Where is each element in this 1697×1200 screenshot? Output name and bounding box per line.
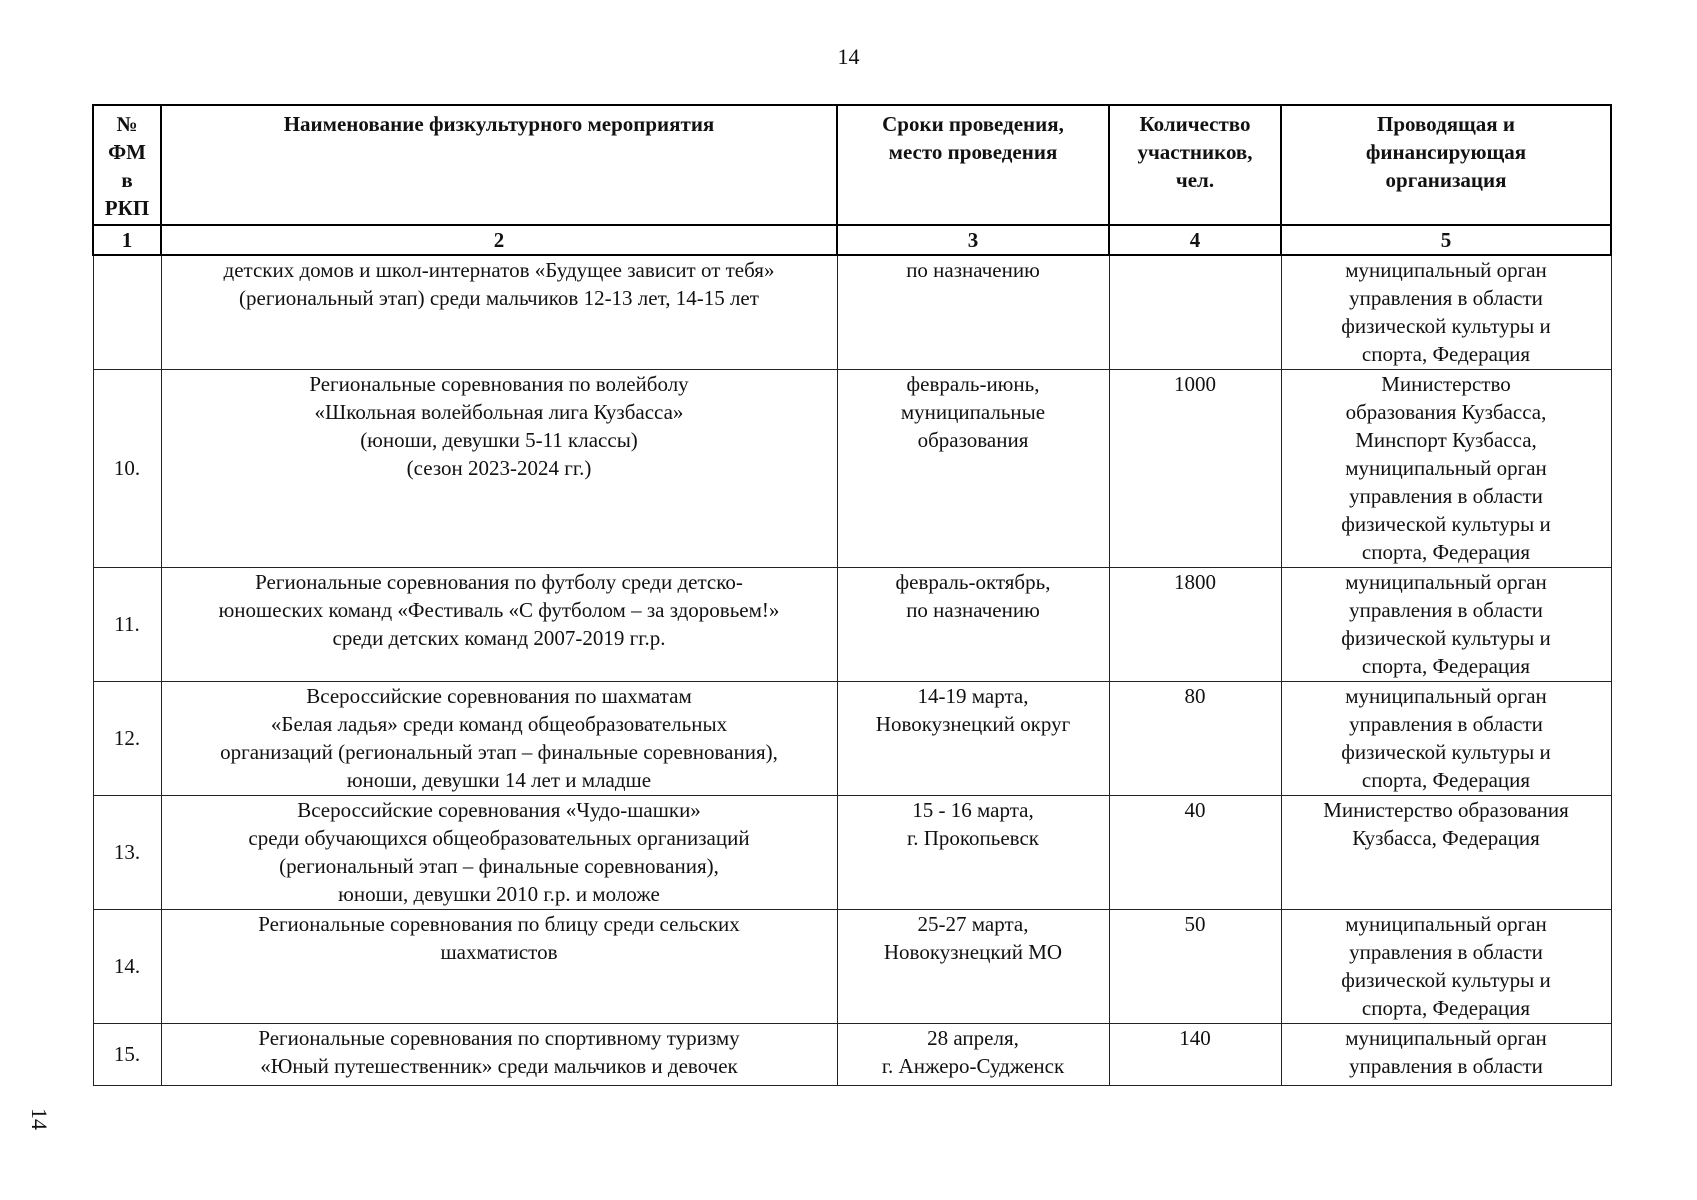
event-organization: муниципальный орган управления в области физической культуры и спорта, Федерация xyxy=(1281,255,1611,369)
page-number-side: 14 xyxy=(27,1108,52,1130)
event-dates: февраль-июнь, муниципальные образования xyxy=(837,369,1109,567)
event-organization: муниципальный орган управления в области физической культуры и спорта, Федерация xyxy=(1281,567,1611,681)
events-table xyxy=(92,104,1612,1086)
table-header-row xyxy=(93,105,1611,225)
row-number: 14. xyxy=(93,909,161,1023)
column-number: 1 xyxy=(93,225,161,255)
event-participants: 1000 xyxy=(1109,369,1281,567)
event-dates: 25-27 марта, Новокузнецкий МО xyxy=(837,909,1109,1023)
table-row xyxy=(93,795,1611,909)
event-organization: муниципальный орган управления в области физической культуры и спорта, Федерация xyxy=(1281,681,1611,795)
event-dates: 15 - 16 марта, г. Прокопьевск xyxy=(837,795,1109,909)
column-number: 3 xyxy=(837,225,1109,255)
event-name: Региональные соревнования по блицу среди сельских шахматистов xyxy=(161,909,837,1023)
table-row xyxy=(93,909,1611,1023)
event-participants xyxy=(1109,255,1281,369)
table-row xyxy=(93,369,1611,567)
table-row xyxy=(93,1023,1611,1085)
event-organization: Министерство образования Кузбасса, Минспорт Кузбасса, муниципальный орган управления в области физической культуры и спорта, Федерация xyxy=(1281,369,1611,567)
event-dates: по назначению xyxy=(837,255,1109,369)
event-organization: муниципальный орган управления в области xyxy=(1281,1023,1611,1085)
row-number: 15. xyxy=(93,1023,161,1085)
event-organization: Министерство образования Кузбасса, Федерация xyxy=(1281,795,1611,909)
header-event-name: Наименование физкультурного мероприятия xyxy=(161,105,837,225)
header-participants: Количество участников, чел. xyxy=(1109,105,1281,225)
column-number: 2 xyxy=(161,225,837,255)
event-name: Всероссийские соревнования по шахматам «Белая ладья» среди команд общеобразовательных организаций (региональный этап – финальные соревнования), юноши, девушки 14 лет и младше xyxy=(161,681,837,795)
column-number: 5 xyxy=(1281,225,1611,255)
event-dates: 14-19 марта, Новокузнецкий округ xyxy=(837,681,1109,795)
column-number: 4 xyxy=(1109,225,1281,255)
event-name: Региональные соревнования по спортивному туризму «Юный путешественник» среди мальчиков и девочек xyxy=(161,1023,837,1085)
event-name: Региональные соревнования по футболу среди детско- юношеских команд «Фестиваль «С футболом – за здоровьем!» среди детских команд 2007-2019 гг.р. xyxy=(161,567,837,681)
row-number: 13. xyxy=(93,795,161,909)
event-dates: 28 апреля, г. Анжеро-Судженск xyxy=(837,1023,1109,1085)
event-participants: 50 xyxy=(1109,909,1281,1023)
table-row xyxy=(93,567,1611,681)
event-dates: февраль-октябрь, по назначению xyxy=(837,567,1109,681)
row-number: 10. xyxy=(93,369,161,567)
row-number: 11. xyxy=(93,567,161,681)
event-participants: 1800 xyxy=(1109,567,1281,681)
page-number-top: 14 xyxy=(837,44,860,69)
table-row xyxy=(93,681,1611,795)
header-organization: Проводящая и финансирующая организация xyxy=(1281,105,1611,225)
event-participants: 140 xyxy=(1109,1023,1281,1085)
header-number: № ФМ в РКП xyxy=(93,105,161,225)
row-number: 12. xyxy=(93,681,161,795)
event-participants: 80 xyxy=(1109,681,1281,795)
event-name: детских домов и школ-интернатов «Будущее зависит от тебя» (региональный этап) среди мальчиков 12-13 лет, 14-15 лет xyxy=(161,255,837,369)
event-participants: 40 xyxy=(1109,795,1281,909)
event-organization: муниципальный орган управления в области физической культуры и спорта, Федерация xyxy=(1281,909,1611,1023)
header-dates-place: Сроки проведения, место проведения xyxy=(837,105,1109,225)
column-number-row xyxy=(93,225,1611,255)
table-row xyxy=(93,255,1611,369)
row-number xyxy=(93,255,161,369)
event-name: Региональные соревнования по волейболу «Школьная волейбольная лига Кузбасса» (юноши, девушки 5-11 классы) (сезон 2023-2024 гг.) xyxy=(161,369,837,567)
event-name: Всероссийские соревнования «Чудо-шашки» среди обучающихся общеобразовательных организаций (региональный этап – финальные соревнования), юноши, девушки 2010 г.р. и моложе xyxy=(161,795,837,909)
